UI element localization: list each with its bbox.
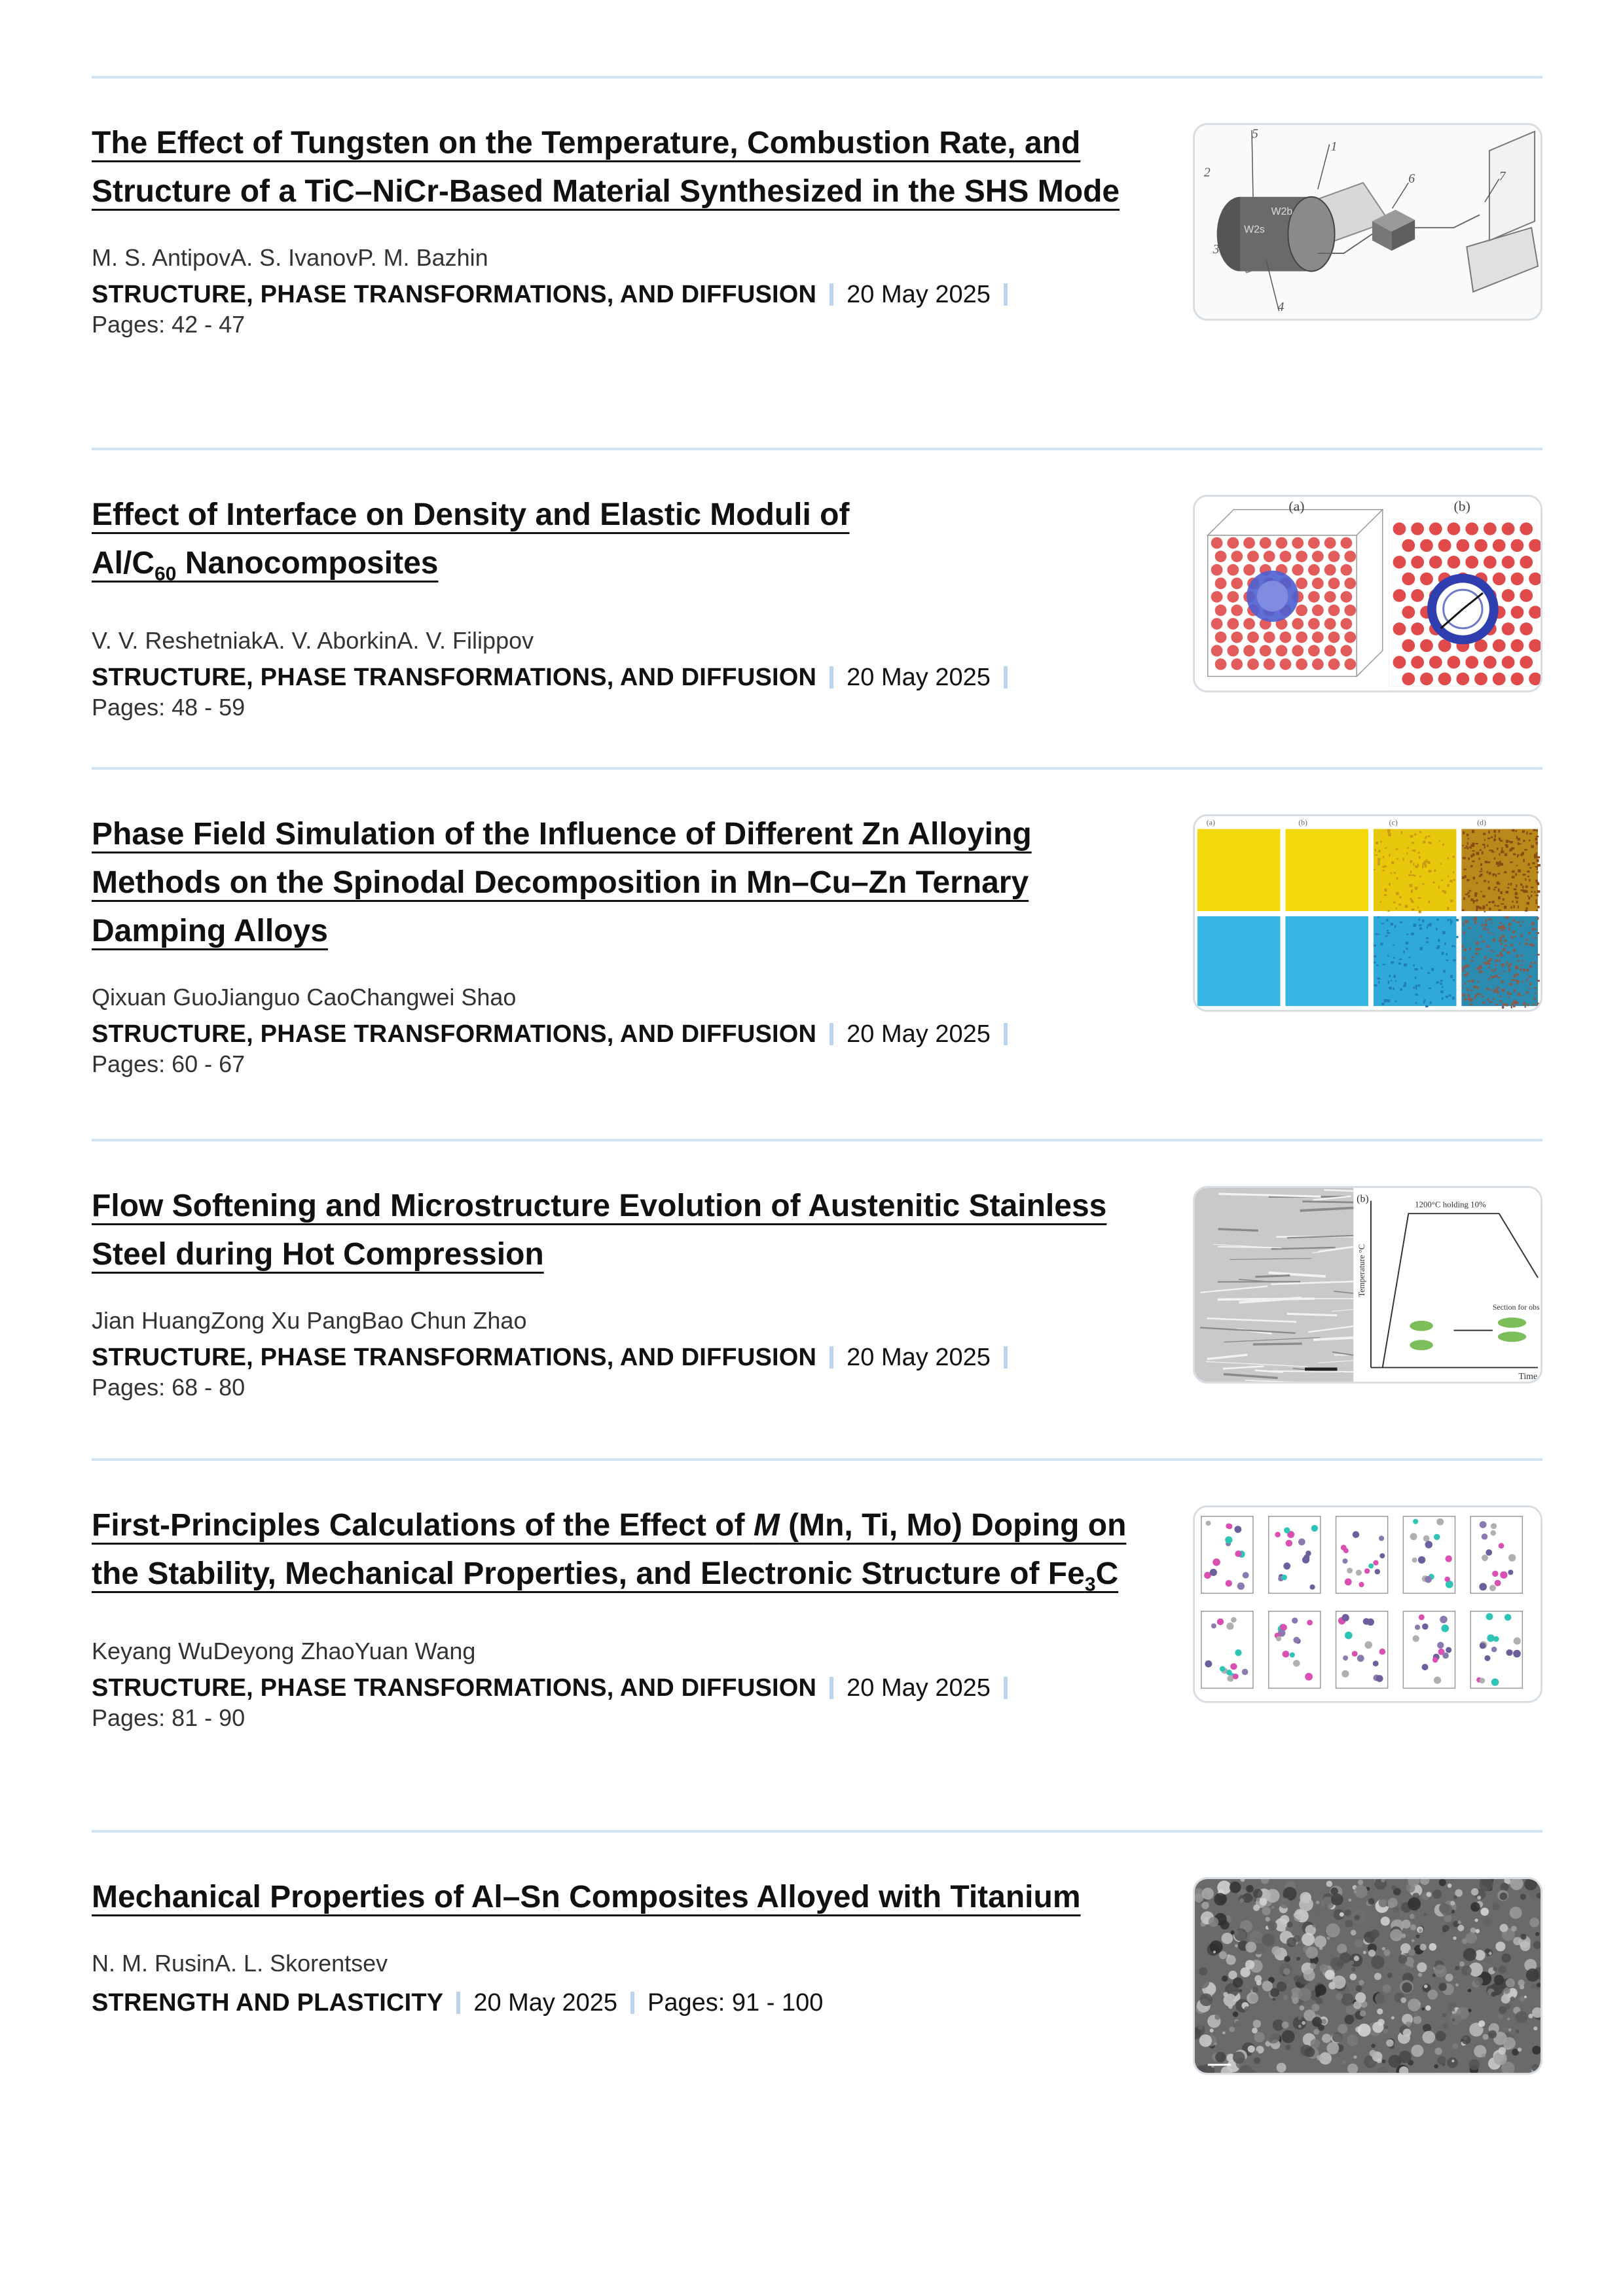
phase-field-grid-image[interactable] [1193,814,1542,1012]
separator [1004,1023,1008,1045]
article-title-link[interactable]: The Effect of Tungsten on the Temperature, Combustion Rate, and Structure of a TiC–NiCr-Based Material Synthesized in the SHS Mode [92,126,1120,209]
article-card [92,1501,1542,1732]
article-title-link[interactable] [92,1508,1127,1596]
separator [830,666,833,689]
article-pages: Pages: 42 - 47 [92,311,246,338]
article-date: 20 May 2025 [847,1020,991,1048]
article-authors: Keyang WuDeyong ZhaoYuan Wang [92,1637,476,1664]
article-date: 20 May 2025 [847,663,991,691]
separator [830,1677,833,1699]
figure-label: 1200°C holding 10% [1415,1200,1486,1210]
article-title [92,1501,1133,1609]
article-card [92,1182,1542,1402]
article-pages: Pages: 81 - 90 [92,1704,246,1731]
figure-label: (a) [1206,817,1215,827]
title-subscript: 3 [1084,1573,1096,1596]
article-date: 20 May 2025 [473,1989,618,2017]
article-meta [92,1018,1542,1050]
figure-label: 7 [1499,169,1506,184]
article-title-link[interactable] [92,497,850,585]
figure-label: 2 [1203,165,1211,180]
title-text: Effect of Interface on Density and Elastic Moduli of Al/C [92,497,850,581]
separator [1004,1346,1008,1369]
article-section[interactable]: STRUCTURE, PHASE TRANSFORMATIONS, AND DIFFUSION [92,1674,817,1702]
separator [830,1346,833,1369]
title-text: (Mn, Ti, Mo) Doping on the Stability, Mechanical Properties, and Electronic Structure of Fe [92,1508,1127,1591]
article-card [92,119,1542,339]
article-card [92,810,1542,1079]
article-date: 20 May 2025 [847,1674,991,1702]
article-authors: M. S. AntipovA. S. IvanovP. M. Bazhin [92,244,488,271]
article-section[interactable]: STRUCTURE, PHASE TRANSFORMATIONS, AND DIFFUSION [92,663,817,691]
setup-schematic-image[interactable] [1193,123,1542,321]
divider [92,448,1542,450]
article-section[interactable]: STRUCTURE, PHASE TRANSFORMATIONS, AND DIFFUSION [92,1344,817,1371]
article-pages: Pages: 48 - 59 [92,693,246,721]
article-authors: Jian HuangZong Xu PangBao Chun Zhao [92,1307,527,1334]
article-card [92,1873,1542,2018]
figure-label: (d) [1477,817,1486,827]
article-title-link[interactable]: Mechanical Properties of Al–Sn Composites Alloyed with Titanium [92,1880,1081,1914]
title-italic-symbol: M [753,1508,780,1543]
title-text: Nanocomposites [176,546,439,581]
separator [1004,283,1008,306]
crystal-structures-image[interactable] [1193,1505,1542,1703]
divider [92,1139,1542,1141]
micrograph-and-process-image[interactable] [1193,1186,1542,1384]
figure-label: (b) [1453,498,1470,514]
separator [1004,1677,1008,1699]
figure-label: Temperature °C [1357,1244,1367,1297]
figure-label: (a) [1288,498,1305,514]
figure-label: W2s [1244,224,1265,236]
separator [830,283,833,306]
article-authors: N. M. RusinA. L. Skorentsev [92,1950,388,1977]
divider [92,1458,1542,1461]
separator [830,1023,833,1045]
sem-micrograph-image[interactable] [1193,1877,1542,2075]
title-text: C [1095,1556,1119,1591]
article-card [92,491,1542,722]
divider [92,767,1542,770]
article-authors: Qixuan GuoJianguo CaoChangwei Shao [92,984,517,1011]
figure-label: W2b [1271,206,1293,218]
separator [456,1992,460,2014]
article-pages: Pages: 91 - 100 [647,1989,824,2017]
title-subscript: 60 [155,563,177,585]
title-text: First-Principles Calculations of the Effect of [92,1508,754,1543]
article-pages: Pages: 68 - 80 [92,1374,246,1401]
article-date: 20 May 2025 [847,1344,991,1371]
separator [630,1992,634,2014]
article-pages: Pages: 60 - 67 [92,1050,246,1077]
article-authors: V. V. ReshetniakA. V. AborkinA. V. Filippov [92,626,534,654]
article-title [92,1873,1133,1922]
article-title-link[interactable]: Flow Softening and Microstructure Evolution of Austenitic Stainless Steel during Hot Compression [92,1189,1107,1272]
article-title [92,1182,1133,1279]
figure-label: 4 [1277,300,1285,315]
article-title [92,491,877,599]
article-title [92,119,1133,216]
article-title [92,810,1133,956]
figure-label: (b) [1298,817,1308,827]
divider [92,1830,1542,1833]
figure-label: 5 [1252,126,1258,141]
figure-label: 6 [1408,171,1415,187]
figure-label: 1 [1330,139,1338,154]
divider [92,76,1542,79]
article-section[interactable]: STRUCTURE, PHASE TRANSFORMATIONS, AND DIFFUSION [92,1020,817,1048]
figure-label: 3 [1213,242,1220,257]
article-date: 20 May 2025 [847,281,991,308]
figure-label: (b) [1357,1193,1369,1205]
article-section[interactable]: STRUCTURE, PHASE TRANSFORMATIONS, AND DIFFUSION [92,281,817,308]
figure-label: (c) [1389,817,1398,827]
atomic-model-image[interactable] [1193,495,1542,692]
figure-label: Time [1518,1371,1538,1382]
article-section[interactable]: STRENGTH AND PLASTICITY [92,1989,444,2017]
figure-label: Section for obs [1492,1302,1540,1312]
separator [1004,666,1008,689]
article-title-link[interactable]: Phase Field Simulation of the Influence of Different Zn Alloying Methods on the Spinodal Decomposition in Mn–Cu–Zn Ternary Damping Alloys [92,817,1032,948]
